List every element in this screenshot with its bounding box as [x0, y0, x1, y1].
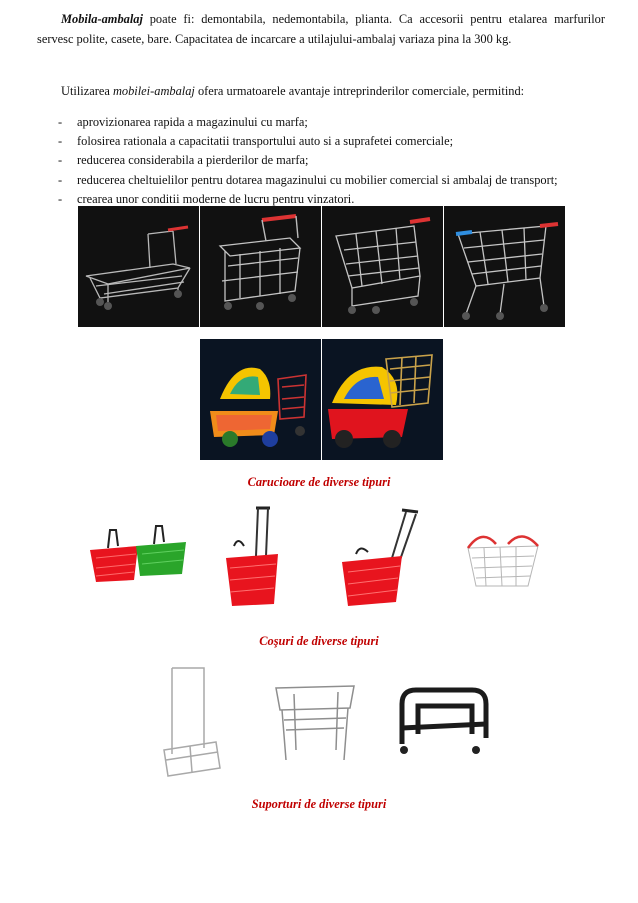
shopping-cart-red-image [322, 206, 443, 327]
list-item-text: reducerea considerabila a pierderilor de marfa; [77, 153, 309, 168]
caption-carts: Carucioare de diverse tipuri [247, 475, 391, 489]
kids-cart-green-image [200, 339, 321, 460]
advantages-intro-before: Utilizarea [61, 84, 113, 98]
kids-cart-yellow-image [322, 339, 443, 460]
hand-baskets-red-green-image [86, 524, 190, 582]
list-item [58, 171, 621, 190]
black-stand-image [396, 684, 492, 756]
list-item [58, 132, 621, 151]
trolley-basket-red-image [222, 506, 284, 610]
term-mobilei-ambalaj: mobilei-ambalaj [112, 84, 195, 98]
bullet-dash: - [58, 153, 63, 168]
caption-stands: Suporturi de diverse tipuri [251, 797, 387, 811]
list-item [58, 151, 621, 170]
advantages-intro [37, 81, 605, 101]
intro-paragraph [37, 9, 605, 49]
wire-basket-image [462, 524, 544, 590]
intro-text: poate fi: demontabila, nedemontabila, plianta. Ca accesorii pentru etalarea marfurilor servesc polite, casete, bare. Capacitatea de incarcare a utilajului-ambalaj variaza pina la 300 kg. [37, 12, 605, 46]
list-item [58, 113, 621, 132]
trolley-basket-red-tilted-image [338, 506, 422, 610]
caption-baskets: Coşuri de diverse tipuri [259, 634, 379, 648]
box-stand-image [272, 680, 358, 768]
list-item-text: folosirea rationala a capacitatii transportului auto si a suprafetei comerciale; [77, 134, 454, 149]
list-item-text: aprovizionarea rapida a magazinului cu marfa; [77, 115, 308, 129]
term-mobila-ambalaj: Mobila-ambalaj [61, 12, 143, 26]
shopping-cart-blue-image [444, 206, 565, 327]
tall-stand-image [160, 664, 224, 782]
advantages-list [58, 113, 621, 209]
bullet-dash: - [58, 134, 63, 149]
two-tier-cart-image [200, 206, 321, 327]
advantages-intro-after: ofera urmatoarele avantaje intreprinderilor comerciale, permitind: [194, 84, 525, 98]
bullet-dash: - [58, 172, 63, 187]
bullet-dash: - [58, 191, 63, 206]
bullet-dash: - [58, 115, 63, 129]
list-item-text: crearea unor conditii moderne de lucru pentru vinzatori. [77, 191, 355, 206]
platform-cart-image [78, 206, 199, 327]
list-item-text: reducerea cheltuielilor pentru dotarea magazinului cu mobilier comercial si ambalaj de transport; [77, 172, 558, 187]
